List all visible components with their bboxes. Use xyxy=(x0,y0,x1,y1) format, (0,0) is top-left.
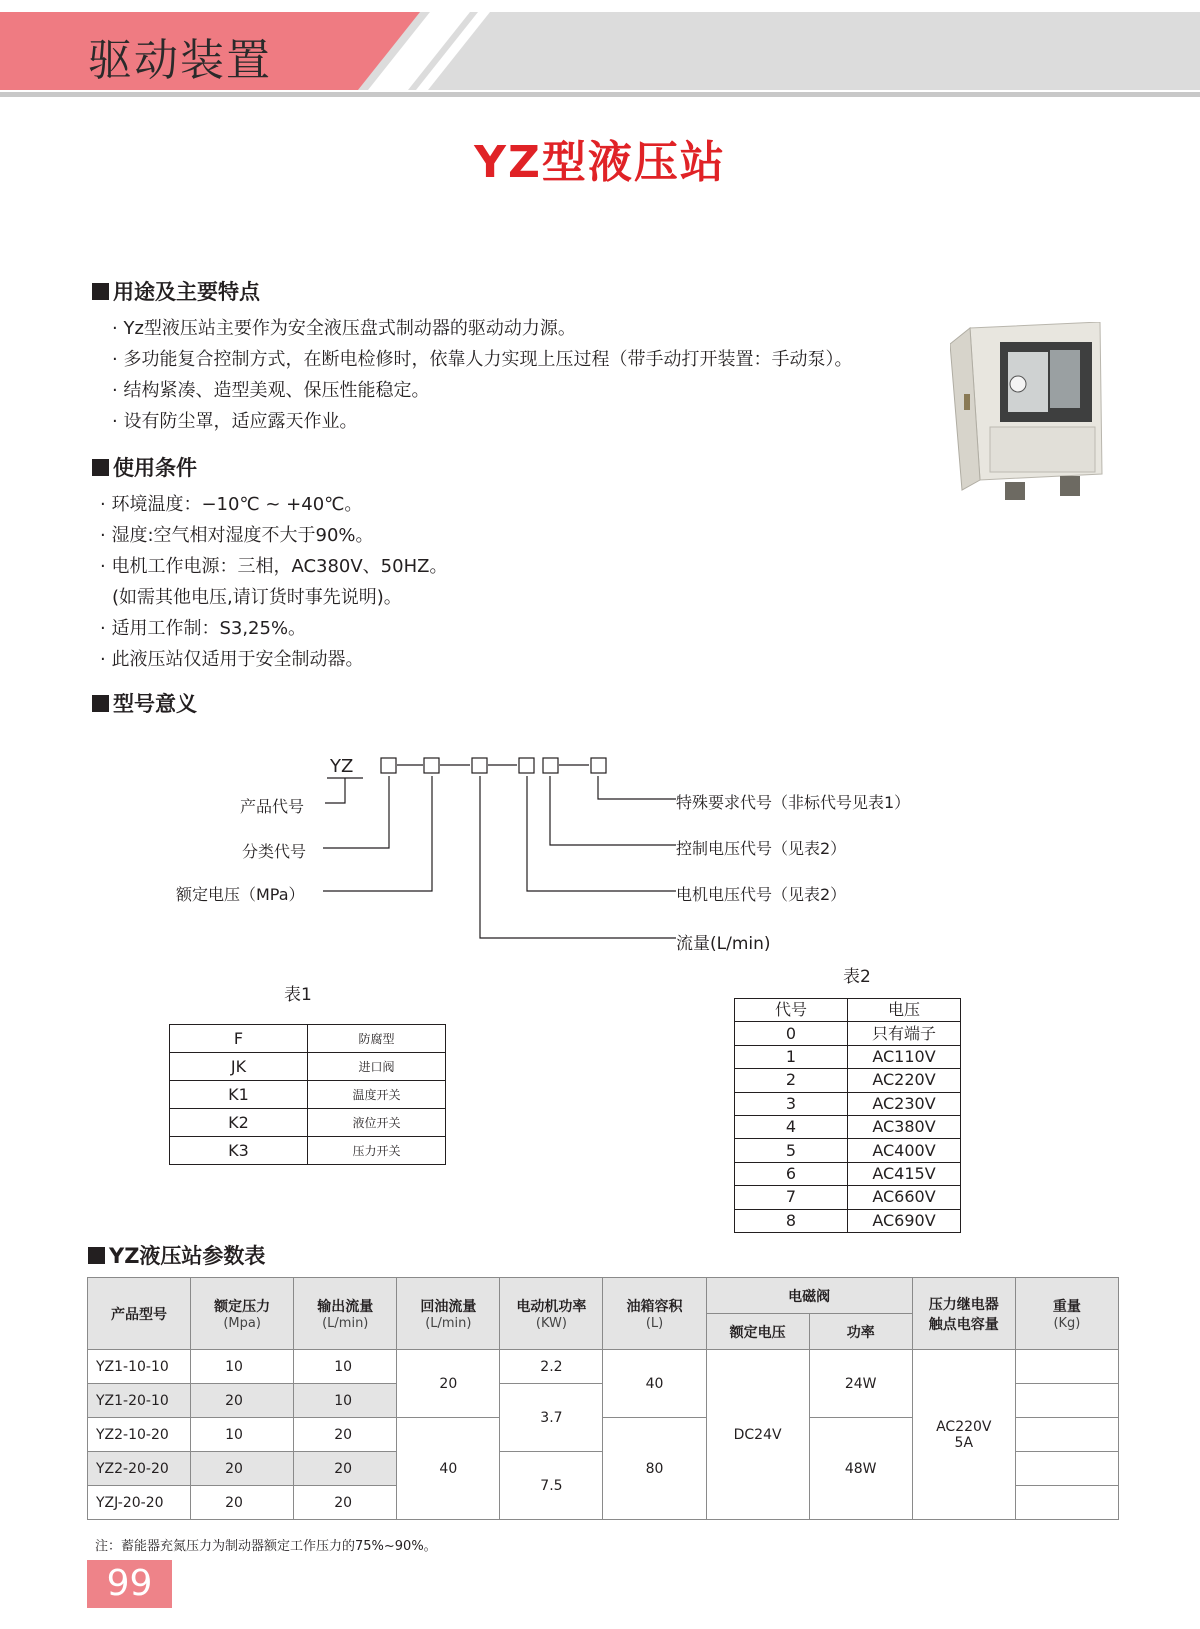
table-cell: 2 xyxy=(735,1069,848,1092)
diagram-label-motor-voltage: 电机电压代号（见表2） xyxy=(676,885,847,904)
cell-relay: AC220V 5A xyxy=(912,1350,1015,1520)
table-cell: 温度开关 xyxy=(308,1081,446,1109)
table2 xyxy=(734,998,961,1233)
params-table xyxy=(87,1277,1119,1520)
cell-tank: 40 xyxy=(603,1350,706,1418)
condition-item: · 适用工作制：S3,25%。 xyxy=(100,618,307,639)
cell-motor-power: 2.2 xyxy=(500,1350,603,1384)
section-heading-conditions: 使用条件 xyxy=(92,452,197,482)
cell-return-flow: 40 xyxy=(397,1418,500,1520)
header-pressure-relay: 压力继电器 触点电容量 xyxy=(912,1278,1015,1350)
cell-valve-power: 24W xyxy=(809,1350,912,1418)
table-cell: 4 xyxy=(735,1115,848,1138)
table-row xyxy=(735,1139,961,1162)
header-return-flow: 回油流量 (L/min) xyxy=(397,1278,500,1350)
section-heading-model-meaning: 型号意义 xyxy=(92,688,197,718)
cell-pressure: 10 xyxy=(191,1350,294,1384)
header-pressure: 额定压力 (Mpa) xyxy=(191,1278,294,1350)
cell-model: YZ2-10-20 xyxy=(88,1418,191,1452)
diagram-label-category-code: 分类代号 xyxy=(242,842,307,861)
table-cell: F xyxy=(170,1025,308,1053)
diagram-label-rated-voltage: 额定电压（MPa） xyxy=(176,885,305,904)
diagram-label-special-code: 特殊要求代号（非标代号见表1） xyxy=(676,793,911,812)
table-row xyxy=(170,1109,446,1137)
table-cell: 6 xyxy=(735,1162,848,1185)
table-row xyxy=(170,1081,446,1109)
condition-item: · 此液压站仅适用于安全制动器。 xyxy=(100,649,364,670)
header-flow: 输出流量 (L/min) xyxy=(294,1278,397,1350)
diagram-label-product-code: 产品代号 xyxy=(240,797,305,816)
section-heading-params: YZ液压站参数表 xyxy=(88,1240,265,1270)
cell-weight xyxy=(1015,1418,1118,1452)
table-cell: 8 xyxy=(735,1209,848,1232)
header-title: 驱动装置 xyxy=(88,35,272,86)
table-cell: AC380V xyxy=(848,1115,961,1138)
cell-motor-power: 7.5 xyxy=(500,1452,603,1520)
feature-item: · 多功能复合控制方式，在断电检修时，依靠人力实现上压过程（带手动打开装置：手动泵）。 xyxy=(112,349,853,370)
table-row xyxy=(170,1053,446,1081)
table1 xyxy=(169,1024,446,1165)
cell-flow: 20 xyxy=(294,1486,397,1520)
cell-pressure: 10 xyxy=(191,1418,294,1452)
cell-model: YZJ-20-20 xyxy=(88,1486,191,1520)
cell-model: YZ2-20-20 xyxy=(88,1452,191,1486)
table-cell: AC660V xyxy=(848,1186,961,1209)
cell-model: YZ1-20-10 xyxy=(88,1384,191,1418)
cell-flow: 10 xyxy=(294,1350,397,1384)
table-cell: AC110V xyxy=(848,1045,961,1068)
cell-motor-power: 3.7 xyxy=(500,1384,603,1452)
cell-weight xyxy=(1015,1350,1118,1384)
table-cell: 5 xyxy=(735,1139,848,1162)
condition-item: · 湿度:空气相对湿度不大于90%。 xyxy=(100,525,374,546)
header-valve-power: 功率 xyxy=(809,1314,912,1350)
table-cell: 0 xyxy=(735,1022,848,1045)
table-row xyxy=(735,1022,961,1045)
diagram-label-flow: 流量(L/min) xyxy=(676,934,771,954)
table-cell: K2 xyxy=(170,1109,308,1137)
table-header-row xyxy=(88,1278,1119,1314)
table-cell: 7 xyxy=(735,1186,848,1209)
cell-flow: 20 xyxy=(294,1452,397,1486)
table2-caption: 表2 xyxy=(843,967,871,987)
square-bullet-icon xyxy=(92,283,109,300)
table-cell: K1 xyxy=(170,1081,308,1109)
model-prefix: YZ xyxy=(330,756,354,777)
table-cell: 压力开关 xyxy=(308,1137,446,1165)
table-cell: 只有端子 xyxy=(848,1022,961,1045)
table-row xyxy=(735,1162,961,1185)
cell-valve-voltage: DC24V xyxy=(706,1350,809,1520)
table-note: 注：蓄能器充氮压力为制动器额定工作压力的75%~90%。 xyxy=(95,1539,437,1554)
feature-item: · 结构紧凑、造型美观、保压性能稳定。 xyxy=(112,380,430,401)
header-model: 产品型号 xyxy=(88,1278,191,1350)
table-cell: JK xyxy=(170,1053,308,1081)
header-solenoid-valve: 电磁阀 xyxy=(706,1278,912,1314)
table-header-cell: 电压 xyxy=(848,999,961,1022)
table-row xyxy=(735,1092,961,1115)
square-bullet-icon xyxy=(92,459,109,476)
section-heading-features: 用途及主要特点 xyxy=(92,276,260,306)
cell-weight xyxy=(1015,1486,1118,1520)
cell-weight xyxy=(1015,1452,1118,1486)
diagram-label-control-voltage: 控制电压代号（见表2） xyxy=(676,839,847,858)
table-cell: 进口阀 xyxy=(308,1053,446,1081)
table-cell: K3 xyxy=(170,1137,308,1165)
table-cell: 防腐型 xyxy=(308,1025,446,1053)
cell-flow: 10 xyxy=(294,1384,397,1418)
square-bullet-icon xyxy=(92,695,109,712)
table-cell: AC400V xyxy=(848,1139,961,1162)
table-cell: AC690V xyxy=(848,1209,961,1232)
header-weight: 重量 (Kg) xyxy=(1015,1278,1118,1350)
table-row xyxy=(735,1186,961,1209)
feature-item: · Yz型液压站主要作为安全液压盘式制动器的驱动动力源。 xyxy=(112,318,576,339)
table-cell: AC415V xyxy=(848,1162,961,1185)
header-motor-power: 电动机功率 (KW) xyxy=(500,1278,603,1350)
cell-model: YZ1-10-10 xyxy=(88,1350,191,1384)
cell-weight xyxy=(1015,1384,1118,1418)
cell-valve-power: 48W xyxy=(809,1418,912,1520)
hydraulic-station-photo xyxy=(950,322,1110,504)
table-cell: 1 xyxy=(735,1045,848,1068)
header-tank: 油箱容积 (L) xyxy=(603,1278,706,1350)
page-header xyxy=(0,0,1200,100)
cell-return-flow: 20 xyxy=(397,1350,500,1418)
table-cell: 液位开关 xyxy=(308,1109,446,1137)
header-valve-voltage: 额定电压 xyxy=(706,1314,809,1350)
cell-flow: 20 xyxy=(294,1418,397,1452)
condition-item: (如需其他电压,请订货时事先说明)。 xyxy=(112,587,402,608)
table-row xyxy=(170,1025,446,1053)
page-title: YZ型液压站 xyxy=(474,137,726,188)
cell-pressure: 20 xyxy=(191,1384,294,1418)
table-row xyxy=(735,1069,961,1092)
table1-caption: 表1 xyxy=(284,985,312,1005)
page-number: 99 xyxy=(87,1560,172,1608)
square-bullet-icon xyxy=(88,1247,105,1264)
table-row xyxy=(88,1350,1119,1384)
table-cell: 3 xyxy=(735,1092,848,1115)
table-header-row xyxy=(735,999,961,1022)
table-row xyxy=(735,1209,961,1232)
cell-pressure: 20 xyxy=(191,1452,294,1486)
condition-item: · 电机工作电源：三相，AC380V、50HZ。 xyxy=(100,556,448,577)
table-row xyxy=(735,1045,961,1068)
table-cell: AC220V xyxy=(848,1069,961,1092)
table-cell: AC230V xyxy=(848,1092,961,1115)
cell-tank: 80 xyxy=(603,1418,706,1520)
table-row xyxy=(735,1115,961,1138)
cell-pressure: 20 xyxy=(191,1486,294,1520)
feature-item: · 设有防尘罩，适应露天作业。 xyxy=(112,411,358,432)
table-row xyxy=(170,1137,446,1165)
table-header-cell: 代号 xyxy=(735,999,848,1022)
condition-item: · 环境温度：−10℃ ~ +40℃。 xyxy=(100,494,363,515)
